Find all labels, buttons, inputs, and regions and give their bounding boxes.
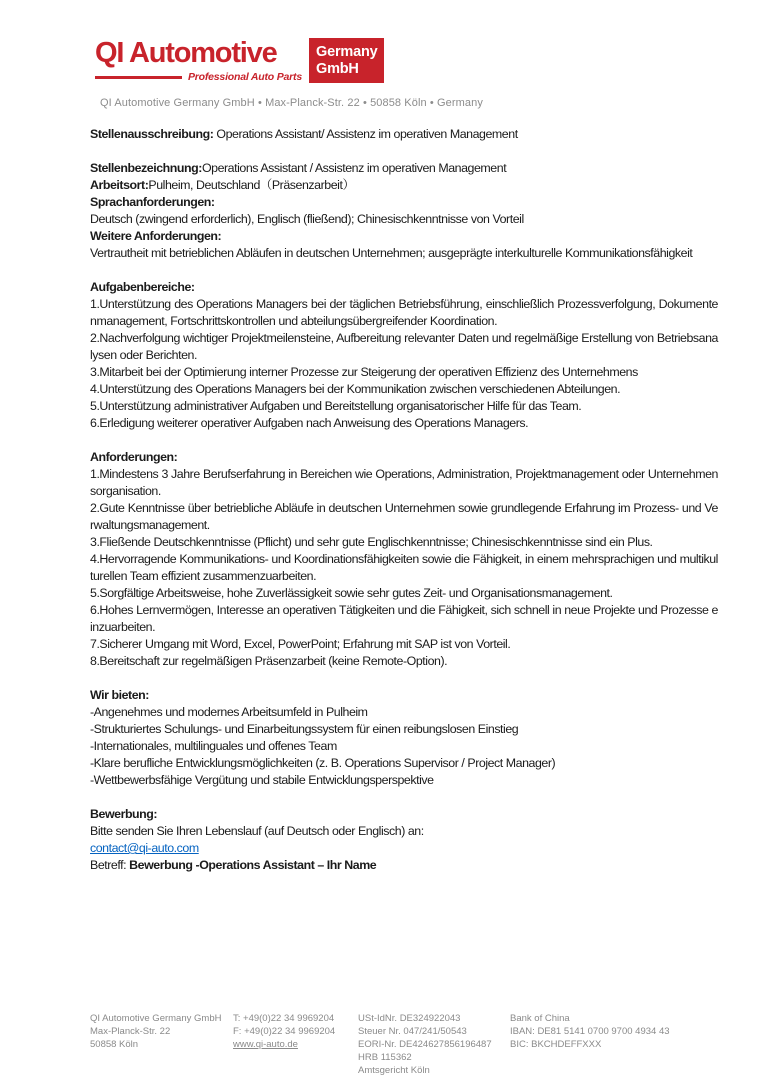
benefit-item: -Wettbewerbsfähige Vergütung und stabile Entwicklungsperspektive (90, 773, 434, 787)
footer-bic: BIC: BKCHDEFFXXX (510, 1039, 602, 1050)
job-posting-body (90, 126, 718, 874)
aufgabe-item: 1.Unterstützung des Operations Managers bei der täglichen Betriebsführung, einschließlich Prozessverfolgung, Dokumentenmanagement, Fortschrittskontrollen und abteilungsübergreifender Koordination. (90, 297, 718, 328)
benefit-item: -Angenehmes und modernes Arbeitsumfeld in Pulheim (90, 705, 368, 719)
anforderung-item: 7.Sicherer Umgang mit Word, Excel, PowerPoint; Erfahrung mit SAP ist von Vorteil. (90, 637, 511, 651)
footer-iban: IBAN: DE81 5141 0700 9700 4934 43 (510, 1026, 670, 1037)
sprachanforderungen-text: Deutsch (zwingend erforderlich), Englisch (fließend); Chinesischkenntnisse von Vorteil (90, 212, 524, 226)
email-link[interactable]: contact@qi-auto.com (90, 841, 199, 855)
job-title-label: Stellenausschreibung: (90, 127, 214, 141)
bewerbung-email-line (90, 840, 718, 857)
footer-phone: T: +49(0)22 34 9969204 (233, 1013, 335, 1024)
logo-tagline: Professional Auto Parts (187, 71, 302, 83)
anforderungen-section (90, 449, 718, 670)
aufgabe-item: 2.Nachverfolgung wichtiger Projektmeilensteine, Aufbereitung relevanter Daten und regelmäßige Erstellung von Betriebsanalysen oder Berichten. (90, 331, 718, 362)
benefit-item: -Internationales, multilinguales und offenes Team (90, 739, 337, 753)
job-title-text: Operations Assistant/ Assistenz im operativen Management (213, 127, 518, 141)
bewerbung-intro: Bitte senden Sie Ihren Lebenslauf (auf Deutsch oder Englisch) an: (90, 824, 424, 838)
footer-steuer-nr: Steuer Nr. 047/241/50543 (358, 1026, 467, 1037)
job-meta-arbeitsort: Arbeitsort:Pulheim, Deutschland（Präsenzarbeit） (90, 178, 355, 192)
aufgabe-item: 5.Unterstützung administrativer Aufgaben und Bereitstellung organisatorischer Hilfe für das Team. (90, 399, 582, 413)
logo-underline (95, 76, 182, 79)
benefit-item: -Klare berufliche Entwicklungsmöglichkeiten (z. B. Operations Supervisor / Project Manager) (90, 756, 556, 770)
footer-company-name: QI Automotive Germany GmbH (90, 1013, 222, 1024)
footer-amtsgericht: Amtsgericht Köln (358, 1065, 430, 1076)
anforderung-item: 4.Hervorragende Kommunikations- und Koordinationsfähigkeiten sowie die Fähigkeit, in einem mehrsprachigen und multikulturellen Team effizient zusammenzuarbeiten. (90, 552, 718, 583)
footer-hrb: HRB 115362 (358, 1052, 412, 1063)
footer-ust-idnr: USt-IdNr. DE324922043 (358, 1013, 461, 1024)
job-meta-bezeichnung: Stellenbezeichnung:Operations Assistant / Assistenz im operativen Management (90, 161, 507, 175)
wir-bieten-section (90, 687, 718, 789)
footer-registration (358, 1012, 492, 1077)
betreff-subject: Bewerbung -Operations Assistant – Ihr Name (129, 858, 377, 872)
logo-wordmark: QI Automotive (95, 37, 277, 69)
footer-city: 50858 Köln (90, 1039, 139, 1050)
anforderung-item: 3.Fließende Deutschkenntnisse (Pflicht) und sehr gute Englischkenntnisse; Chinesischkenntnisse sind ein Plus. (90, 535, 653, 549)
betreff-line: Betreff: Bewerbung -Operations Assistant – Ihr Name (90, 858, 377, 872)
anforderung-item: 1.Mindestens 3 Jahre Berufserfahrung in Bereichen wie Operations, Administration, Projektmanagement oder Unternehmensorganisation. (90, 467, 718, 498)
bewerbung-section (90, 806, 718, 874)
footer-bank (510, 1012, 670, 1051)
job-meta-section (90, 160, 718, 262)
logo-underline-row (95, 71, 302, 83)
logo-wordmark-block (95, 38, 302, 83)
wir-bieten-heading: Wir bieten: (90, 688, 149, 702)
weitere-anforderungen-text: Vertrautheit mit betrieblichen Abläufen in deutschen Unternehmen; ausgeprägte interkulturelle Kommunikationsfähigkeit (90, 246, 693, 260)
anforderung-item: 5.Sorgfältige Arbeitsweise, hohe Zuverlässigkeit sowie sehr gutes Zeit- und Organisationsmanagement. (90, 586, 613, 600)
anforderungen-heading: Anforderungen: (90, 450, 178, 464)
job-title-line (90, 126, 718, 143)
company-logo (95, 38, 768, 83)
benefit-item: -Strukturiertes Schulungs- und Einarbeitungssystem für einen reibungslosen Einstieg (90, 722, 519, 736)
bewerbung-heading: Bewerbung: (90, 807, 158, 821)
aufgabe-item: 3.Mitarbeit bei der Optimierung interner Prozesse zur Steigerung der operativen Effizienz des Unternehmens (90, 365, 638, 379)
footer-company-address (90, 1012, 221, 1051)
website-link[interactable]: www.qi-auto.de (233, 1039, 298, 1050)
aufgabe-item: 6.Erledigung weiterer operativer Aufgaben nach Anweisung des Operations Managers. (90, 416, 529, 430)
logo-country-badge (309, 38, 384, 83)
letterhead (0, 0, 768, 109)
footer-bank-name: Bank of China (510, 1013, 570, 1024)
badge-line-1: Germany (316, 44, 378, 60)
anforderung-item: 2.Gute Kenntnisse über betriebliche Abläufe in deutschen Unternehmen sowie grundlegende Erfahrung im Prozess- und Verwaltungsmanagement. (90, 501, 718, 532)
aufgabe-item: 4.Unterstützung des Operations Managers bei der Kommunikation zwischen verschiedenen Abteilungen. (90, 382, 621, 396)
footer-fax: F: +49(0)22 34 9969204 (233, 1026, 336, 1037)
footer-eori-nr: EORI-Nr. DE424627856196487 (358, 1039, 492, 1050)
aufgabenbereiche-heading: Aufgabenbereiche: (90, 280, 195, 294)
sprachanforderungen-heading: Sprachanforderungen: (90, 195, 215, 209)
anforderung-item: 6.Hohes Lernvermögen, Interesse an operativen Tätigkeiten und die Fähigkeit, sich schnell in neue Projekte und Prozesse einzuarbeiten. (90, 603, 718, 634)
anforderung-item: 8.Bereitschaft zur regelmäßigen Präsenzarbeit (keine Remote-Option). (90, 654, 448, 668)
footer-contact (233, 1012, 335, 1051)
weitere-anforderungen-heading: Weitere Anforderungen: (90, 229, 222, 243)
badge-line-2: GmbH (316, 61, 359, 77)
aufgabenbereiche-section (90, 279, 718, 432)
footer-street: Max-Planck-Str. 22 (90, 1026, 171, 1037)
page-footer (0, 1012, 768, 1082)
letterhead-address: QI Automotive Germany GmbH • Max-Planck-Str. 22 • 50858 Köln • Germany (100, 97, 483, 109)
